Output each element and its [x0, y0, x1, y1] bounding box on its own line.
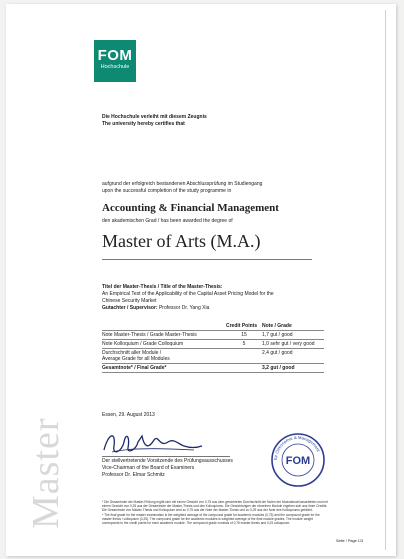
- supervisor-label: Gutachter / Supervisor:: [102, 305, 158, 311]
- grade-row-name: [102, 349, 226, 364]
- table-row: [102, 340, 324, 349]
- grade-row-name: Note Kolloquium / Grade Colloquium: [102, 340, 226, 349]
- grade-row-name: Note Master-Thesis / Grade Master-Thesis: [102, 331, 226, 340]
- page-number: Seite / Page 1/3: [336, 539, 364, 543]
- page-edge-line: [385, 10, 386, 550]
- grade-row-name-line1: Durchschnitt aller Module /: [102, 350, 162, 356]
- grade-row-grade: 1,7 gut / good: [262, 331, 324, 340]
- footnotes: [102, 500, 330, 525]
- grades-table: [102, 322, 324, 373]
- final-grade-label: Gesamtnote* / Final Grade*: [102, 364, 226, 373]
- table-row: [102, 331, 324, 340]
- thesis-title-line2: Chinese Security Market: [102, 298, 157, 304]
- signatory-name: Professor Dr. Elmar Schmitz: [102, 472, 165, 478]
- grades-header-row: [102, 322, 324, 331]
- logo-subtext: Hochschule: [100, 64, 130, 70]
- signatory-en: Vice-Chairman of the Board of Examiners: [102, 465, 195, 471]
- grade-row-grade: 2,4 gut / good: [262, 349, 324, 364]
- grade-row-name-line2: Average Grade for all Modules: [102, 356, 170, 362]
- certificate-page: [6, 4, 396, 556]
- table-row: [102, 364, 324, 373]
- footnote-de: * Die Gesamtnote der Master-Prüfung ergibt sich mit einem Gewicht von 0,75 aus dem gewichteten Durchschnitt der Noten der Modulabschlussarbeiten und mit einem Gewicht von 0,25 aus der Gesamtnote der Master-Thesis und des Kolloquiums. Die Gewichtungen der einzelnen Module ergeben sich aus ihren Credits. Die Gesamtnote von Master-Thesis und Kolloquium wird zu 0,75 aus der Note der Master-Thesis und zu 0,25 aus der Note des Kolloquiums gebildet.: [102, 500, 328, 513]
- certify-de: Die Hochschule verleiht mit diesem Zeugnis: [102, 114, 207, 120]
- logo-text: FOM: [97, 47, 133, 64]
- fom-seal-stamp: [270, 432, 326, 488]
- master-watermark: Master: [25, 417, 67, 529]
- supervisor-line: [102, 305, 209, 312]
- grades-header-cell: [102, 322, 226, 331]
- grades-header-credits: Credit Points: [226, 323, 258, 329]
- seal-ring-text: für Oekonomie & Management: [272, 434, 322, 461]
- grade-row-credits: [226, 364, 262, 373]
- seal-center-text: FOM: [285, 455, 311, 467]
- place-date: Essen, 29. August 2013: [102, 412, 155, 418]
- grades-header-grade: Note / Grade: [262, 323, 292, 329]
- completion-de: aufgrund der erfolgreich bestandenen Abschlussprüfung im Studiengang: [102, 181, 263, 187]
- final-grade-value: 3,2 gut / good: [262, 364, 324, 373]
- awarded-text: den akademischen Grad / has been awarded the degree of: [102, 218, 233, 224]
- completion-en: upon the successful completion of the study programme in: [102, 188, 232, 194]
- thesis-title-line1: An Empirical Test of the Applicability of the Capital Asset Pricing Model for the: [102, 291, 274, 297]
- signature-line: [102, 456, 230, 457]
- program-name: Accounting & Financial Management: [102, 202, 279, 214]
- grade-row-credits: 5: [226, 340, 262, 349]
- grade-row-credits: 15: [226, 331, 262, 340]
- table-row: [102, 349, 324, 364]
- supervisor-name: Professor Dr. Yang Xia: [158, 305, 210, 311]
- degree-title: Master of Arts (M.A.): [102, 231, 261, 251]
- grade-row-grade: 1,0 sehr gut / very good: [262, 340, 324, 349]
- divider: [102, 259, 312, 260]
- fom-logo: [94, 40, 136, 82]
- grade-row-credits: [226, 349, 262, 364]
- footnote-en: * The final grade for the master examination is the weighted average of the compound grade for academic modules (0,75) and the compound grade for the master thesis / colloquium (0,25). The compound grade for the academic modules is weighted average of the final module grades. The module weight corresponds to the credit points for each academic module. The compound grade consists of 0,75 master-thesis and 0,25 colloquium.: [102, 512, 320, 526]
- signatory-de: Der stellvertretende Vorsitzende des Prüfungsausschusses: [102, 458, 233, 464]
- certify-en: The university hereby certifies that: [102, 121, 185, 127]
- thesis-heading: Titel der Master-Thesis / Title of the Master-Thesis:: [102, 284, 223, 290]
